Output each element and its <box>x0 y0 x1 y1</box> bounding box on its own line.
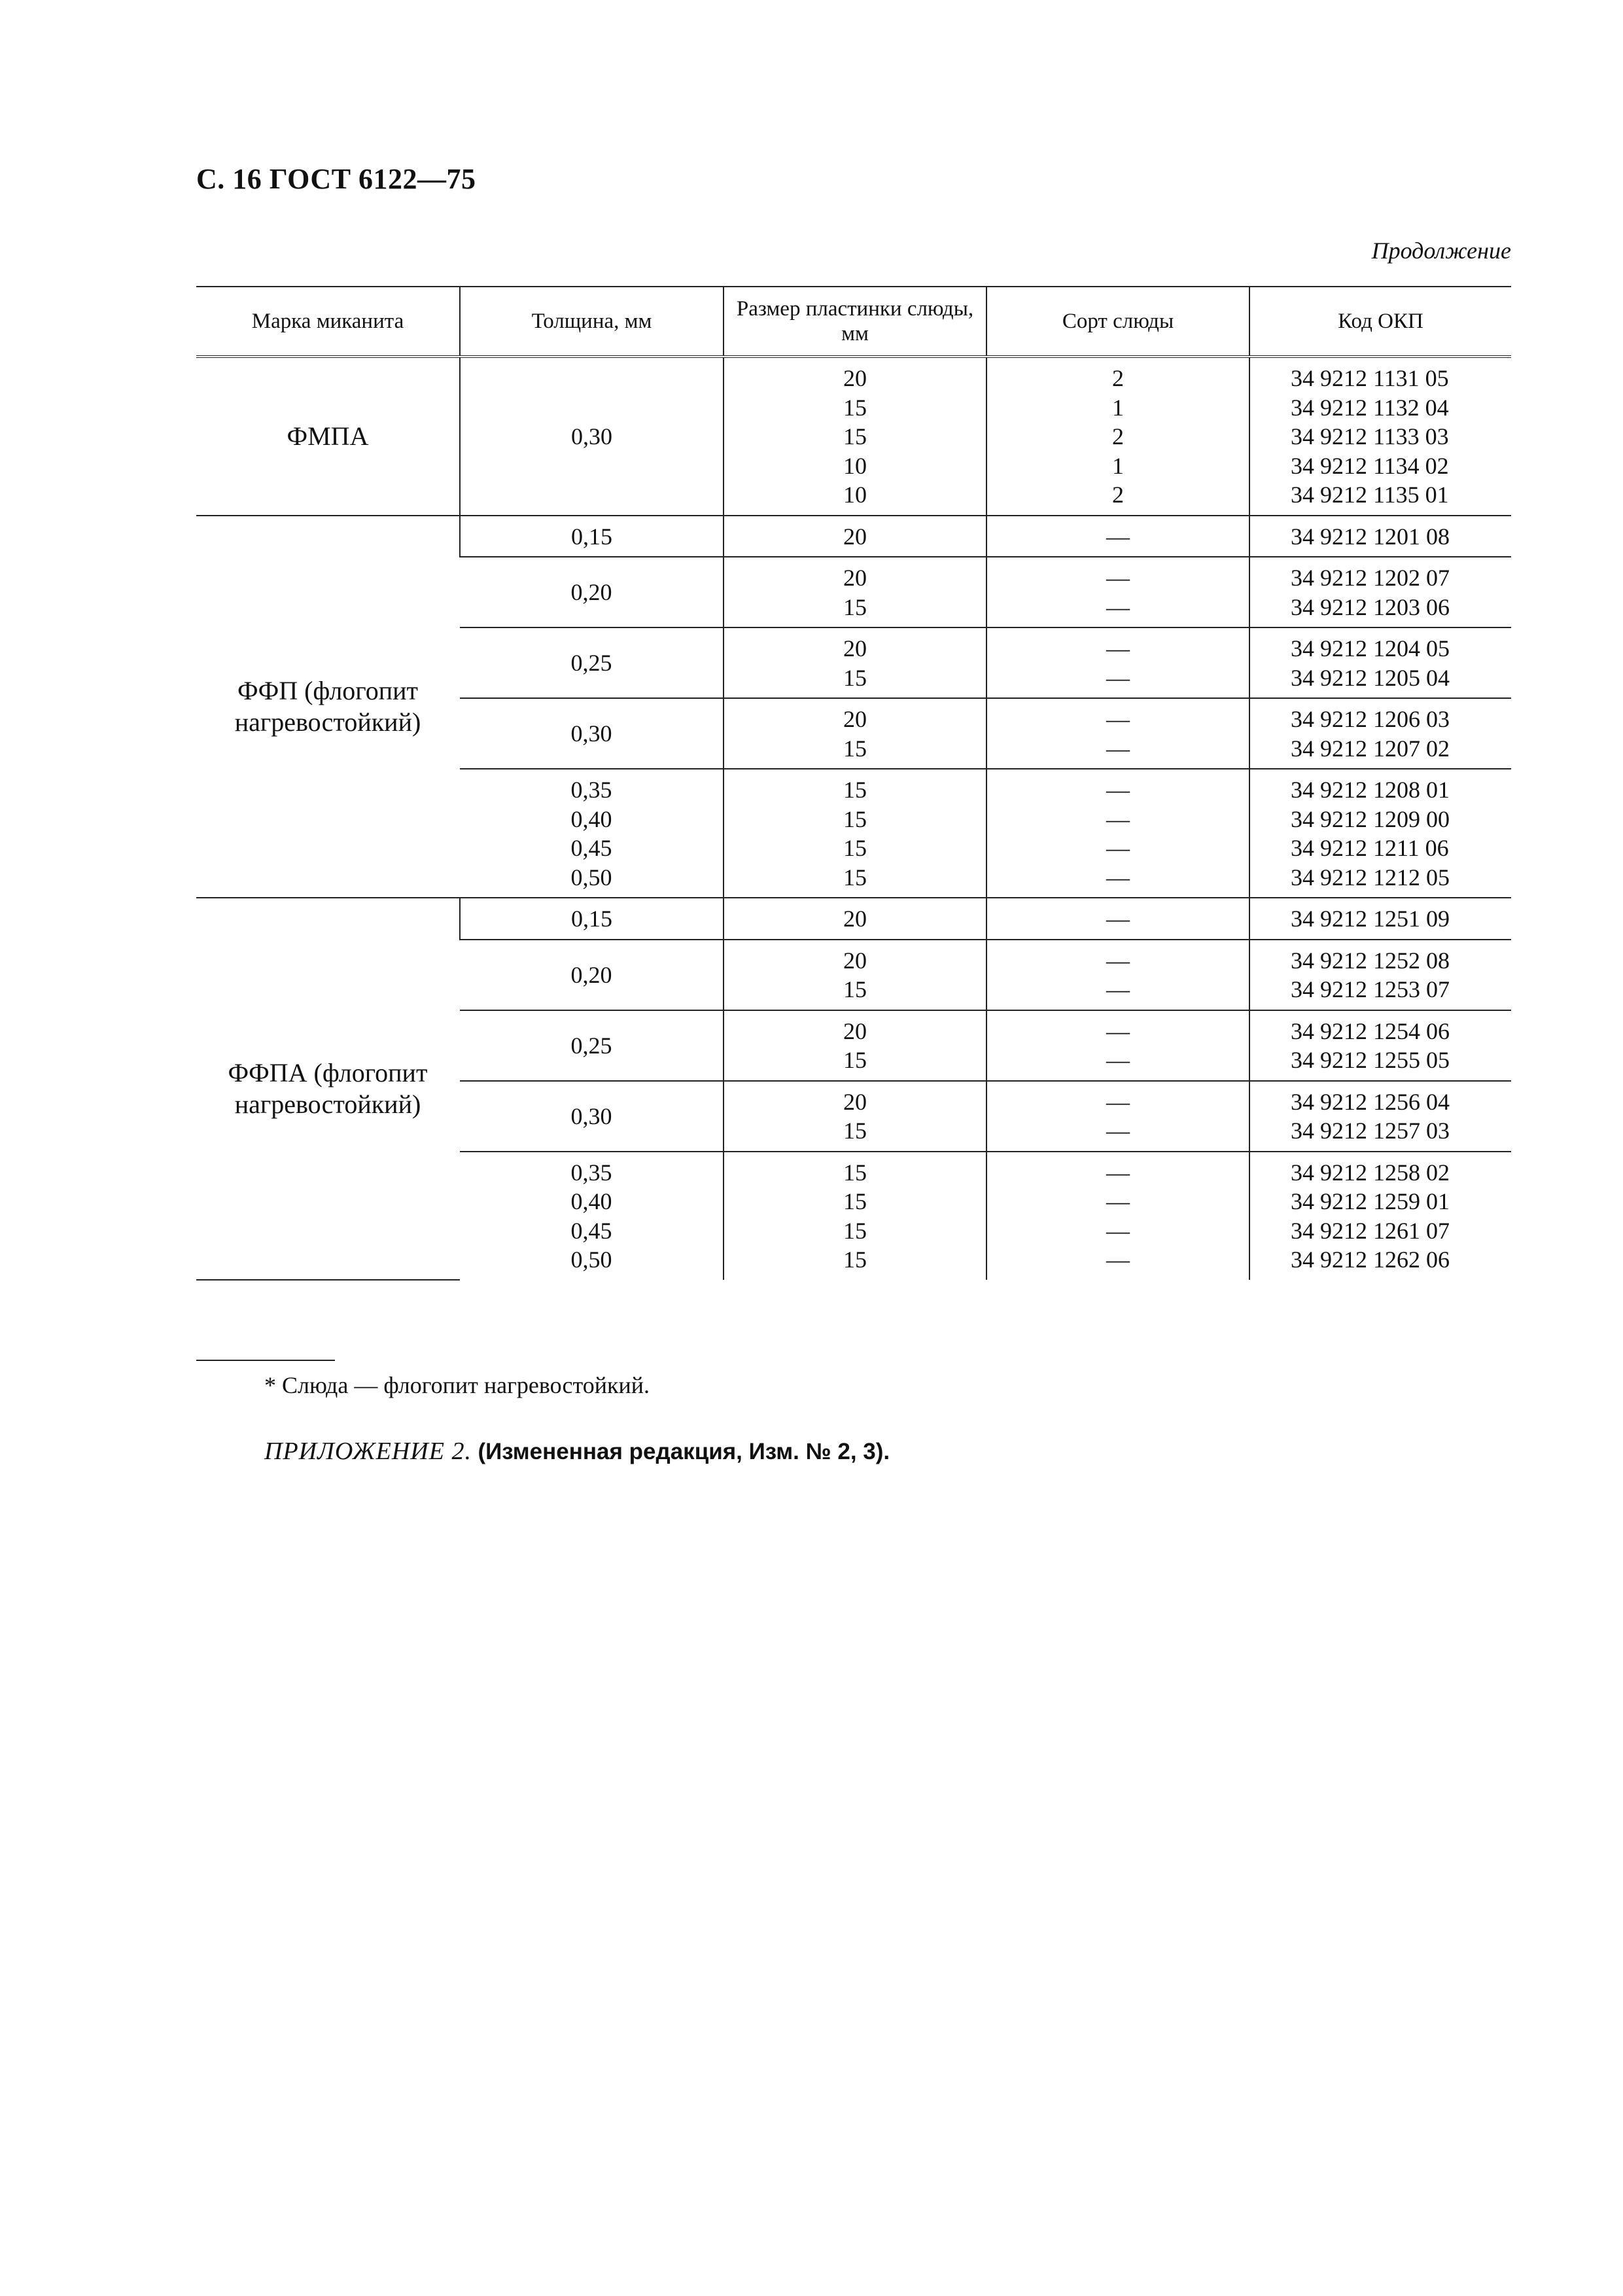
cell-okp-code <box>1249 698 1511 769</box>
mica-sort-value: — <box>1106 523 1130 550</box>
cell-okp-code <box>1249 557 1511 627</box>
cell-grade: ФМПА <box>196 357 460 516</box>
mica-sort-value: — <box>1106 777 1130 803</box>
mica-sort-value: — <box>1106 735 1130 762</box>
mica-sort-value: — <box>1106 835 1130 861</box>
thickness-value: 0,15 <box>571 906 612 932</box>
plate-size-value: 15 <box>843 664 867 691</box>
mica-sort-value: — <box>1106 565 1130 591</box>
okp-code-value: 34 9212 1262 06 <box>1291 1246 1450 1273</box>
mica-sort-value: 1 <box>1112 452 1124 479</box>
okp-code-value: 34 9212 1202 07 <box>1291 565 1450 591</box>
cell-mica-sort <box>986 898 1249 940</box>
mica-sort-value: — <box>1106 1217 1130 1244</box>
mica-sort-value: 2 <box>1112 365 1124 391</box>
thickness-value: 0,30 <box>571 423 612 450</box>
okp-code-value: 34 9212 1257 03 <box>1291 1118 1450 1144</box>
plate-size-value: 10 <box>843 482 867 508</box>
plate-size-value: 20 <box>843 947 867 974</box>
cell-thickness <box>460 516 724 557</box>
plate-size-value: 20 <box>843 1017 867 1044</box>
plate-size-value: 15 <box>843 777 867 803</box>
cell-plate-size <box>724 898 986 940</box>
header-mica-sort: Сорт слюды <box>986 287 1249 357</box>
appendix-text: (Измененная редакция, Изм. № 2, 3). <box>478 1439 890 1464</box>
cell-mica-sort <box>986 1081 1249 1152</box>
mica-sort-value: — <box>1106 1188 1130 1214</box>
thickness-value: 0,30 <box>570 720 612 747</box>
cell-plate-size <box>724 1152 986 1280</box>
mica-sort-value: — <box>1106 976 1130 1002</box>
thickness-value: 0,45 <box>570 835 612 861</box>
plate-size-value: 15 <box>843 1217 867 1244</box>
header-okp-code: Код ОКП <box>1249 287 1511 357</box>
plate-size-value: 20 <box>843 365 867 391</box>
plate-size-value: 20 <box>843 635 867 662</box>
cell-plate-size <box>724 940 986 1010</box>
continuation-label: Продолжение <box>1371 238 1511 264</box>
header-grade: Марка миканита <box>196 287 460 357</box>
cell-thickness <box>460 357 724 516</box>
thickness-value: 0,15 <box>571 523 612 550</box>
thickness-value: 0,30 <box>570 1103 612 1129</box>
okp-code-value: 34 9212 1252 08 <box>1291 947 1450 974</box>
plate-size-value: 15 <box>843 1047 867 1073</box>
thickness-value: 0,35 <box>570 1159 612 1186</box>
table-header-row <box>196 287 1511 357</box>
plate-size-value: 15 <box>843 835 867 861</box>
okp-code-value: 34 9212 1251 09 <box>1291 906 1450 932</box>
plate-size-value: 15 <box>843 805 867 832</box>
thickness-value: 0,50 <box>570 1246 612 1273</box>
cell-plate-size <box>724 516 986 557</box>
plate-size-value: 20 <box>843 565 867 591</box>
cell-mica-sort <box>986 769 1249 898</box>
mica-sort-value: — <box>1106 1159 1130 1186</box>
okp-code-value: 34 9212 1207 02 <box>1291 735 1450 762</box>
plate-size-value: 15 <box>843 735 867 762</box>
cell-plate-size <box>724 769 986 898</box>
cell-thickness <box>460 557 724 627</box>
thickness-value: 0,25 <box>570 650 612 677</box>
header-thickness: Толщина, мм <box>460 287 724 357</box>
okp-code-value: 34 9212 1255 05 <box>1291 1047 1450 1073</box>
cell-thickness <box>460 1010 724 1081</box>
okp-code-value: 34 9212 1132 04 <box>1291 394 1449 421</box>
table-row <box>196 357 1511 516</box>
plate-size-value: 15 <box>843 593 867 620</box>
thickness-value: 0,50 <box>570 864 612 891</box>
okp-code-value: 34 9212 1254 06 <box>1291 1017 1450 1044</box>
plate-size-value: 15 <box>843 423 867 450</box>
mica-sort-value: — <box>1106 1246 1130 1273</box>
cell-plate-size <box>724 1081 986 1152</box>
cell-thickness <box>460 698 724 769</box>
cell-mica-sort <box>986 698 1249 769</box>
okp-code-value: 34 9212 1209 00 <box>1291 805 1450 832</box>
cell-plate-size <box>724 698 986 769</box>
plate-size-value: 20 <box>843 1088 867 1115</box>
cell-mica-sort <box>986 357 1249 516</box>
thickness-value: 0,40 <box>570 805 612 832</box>
cell-mica-sort <box>986 557 1249 627</box>
cell-grade: ФФПА (флогопит нагревостойкий) <box>196 898 460 1280</box>
thickness-value: 0,20 <box>570 579 612 606</box>
mica-sort-value: 2 <box>1112 482 1124 508</box>
plate-size-value: 15 <box>843 1246 867 1273</box>
okp-code-value: 34 9212 1212 05 <box>1291 864 1450 891</box>
cell-thickness <box>460 940 724 1010</box>
thickness-value: 0,35 <box>570 777 612 803</box>
mica-sort-value: — <box>1106 706 1130 732</box>
cell-okp-code <box>1249 1152 1511 1280</box>
cell-okp-code <box>1249 627 1511 698</box>
cell-plate-size <box>724 1010 986 1081</box>
okp-code-value: 34 9212 1203 06 <box>1291 593 1450 620</box>
plate-size-value: 15 <box>843 1188 867 1214</box>
cell-mica-sort <box>986 627 1249 698</box>
cell-okp-code <box>1249 769 1511 898</box>
cell-thickness <box>460 898 724 940</box>
cell-thickness <box>460 1152 724 1280</box>
mica-sort-value: — <box>1106 906 1130 932</box>
mica-sort-value: — <box>1106 1047 1130 1073</box>
cell-grade: ФФП (флогопит нагревостойкий) <box>196 516 460 898</box>
mica-sort-value: — <box>1106 593 1130 620</box>
okp-code-value: 34 9212 1256 04 <box>1291 1088 1450 1115</box>
mica-sort-value: — <box>1106 1088 1130 1115</box>
footnote-divider <box>196 1360 335 1361</box>
plate-size-value: 15 <box>843 1159 867 1186</box>
okp-code-value: 34 9212 1258 02 <box>1291 1159 1450 1186</box>
page-header: С. 16 ГОСТ 6122—75 <box>196 163 476 195</box>
mica-sort-value: — <box>1106 1118 1130 1144</box>
mica-sort-value: — <box>1106 947 1130 974</box>
okp-code-value: 34 9212 1208 01 <box>1291 777 1450 803</box>
cell-okp-code <box>1249 898 1511 940</box>
header-plate-size: Размер пластинки слюды, мм <box>724 287 986 357</box>
okp-code-value: 34 9212 1206 03 <box>1291 706 1450 732</box>
okp-code-value: 34 9212 1211 06 <box>1291 835 1449 861</box>
okp-code-value: 34 9212 1135 01 <box>1291 482 1449 508</box>
mica-sort-value: 1 <box>1112 394 1124 421</box>
plate-size-value: 20 <box>843 706 867 732</box>
thickness-value: 0,40 <box>570 1188 612 1214</box>
okp-code-value: 34 9212 1204 05 <box>1291 635 1450 662</box>
plate-size-value: 15 <box>843 864 867 891</box>
plate-size-value: 10 <box>843 452 867 479</box>
thickness-value: 0,20 <box>570 961 612 988</box>
cell-okp-code <box>1249 940 1511 1010</box>
appendix-note <box>264 1437 890 1466</box>
cell-okp-code <box>1249 1010 1511 1081</box>
cell-mica-sort <box>986 516 1249 557</box>
cell-thickness <box>460 769 724 898</box>
okp-code-value: 34 9212 1253 07 <box>1291 976 1450 1002</box>
plate-size-value: 20 <box>843 906 867 932</box>
table-row <box>196 898 1511 940</box>
cell-thickness <box>460 1081 724 1152</box>
okp-code-value: 34 9212 1131 05 <box>1291 365 1449 391</box>
thickness-value: 0,45 <box>570 1217 612 1244</box>
okp-code-value: 34 9212 1205 04 <box>1291 664 1450 691</box>
mica-sort-value: — <box>1106 635 1130 662</box>
mica-sort-value: — <box>1106 1017 1130 1044</box>
mica-sort-value: 2 <box>1112 423 1124 450</box>
appendix-label: ПРИЛОЖЕНИЕ 2. <box>264 1438 472 1465</box>
plate-size-value: 15 <box>843 1118 867 1144</box>
okp-code-value: 34 9212 1134 02 <box>1291 452 1449 479</box>
cell-mica-sort <box>986 1152 1249 1280</box>
plate-size-value: 20 <box>843 523 867 550</box>
footnote: * Слюда — флогопит нагревостойкий. <box>264 1372 650 1398</box>
cell-okp-code <box>1249 516 1511 557</box>
cell-mica-sort <box>986 940 1249 1010</box>
cell-plate-size <box>724 557 986 627</box>
okp-code-value: 34 9212 1259 01 <box>1291 1188 1450 1214</box>
plate-size-value: 15 <box>843 394 867 421</box>
okp-code-value: 34 9212 1133 03 <box>1291 423 1449 450</box>
cell-mica-sort <box>986 1010 1249 1081</box>
cell-okp-code <box>1249 357 1511 516</box>
plate-size-value: 15 <box>843 976 867 1002</box>
table-row <box>196 516 1511 557</box>
mica-sort-value: — <box>1106 864 1130 891</box>
mica-sort-value: — <box>1106 664 1130 691</box>
okp-code-value: 34 9212 1261 07 <box>1291 1217 1450 1244</box>
thickness-value: 0,25 <box>570 1032 612 1059</box>
okp-code-value: 34 9212 1201 08 <box>1291 523 1450 550</box>
mica-sort-value: — <box>1106 805 1130 832</box>
cell-plate-size <box>724 357 986 516</box>
cell-okp-code <box>1249 1081 1511 1152</box>
micanite-table <box>196 286 1511 1280</box>
cell-plate-size <box>724 627 986 698</box>
cell-thickness <box>460 627 724 698</box>
